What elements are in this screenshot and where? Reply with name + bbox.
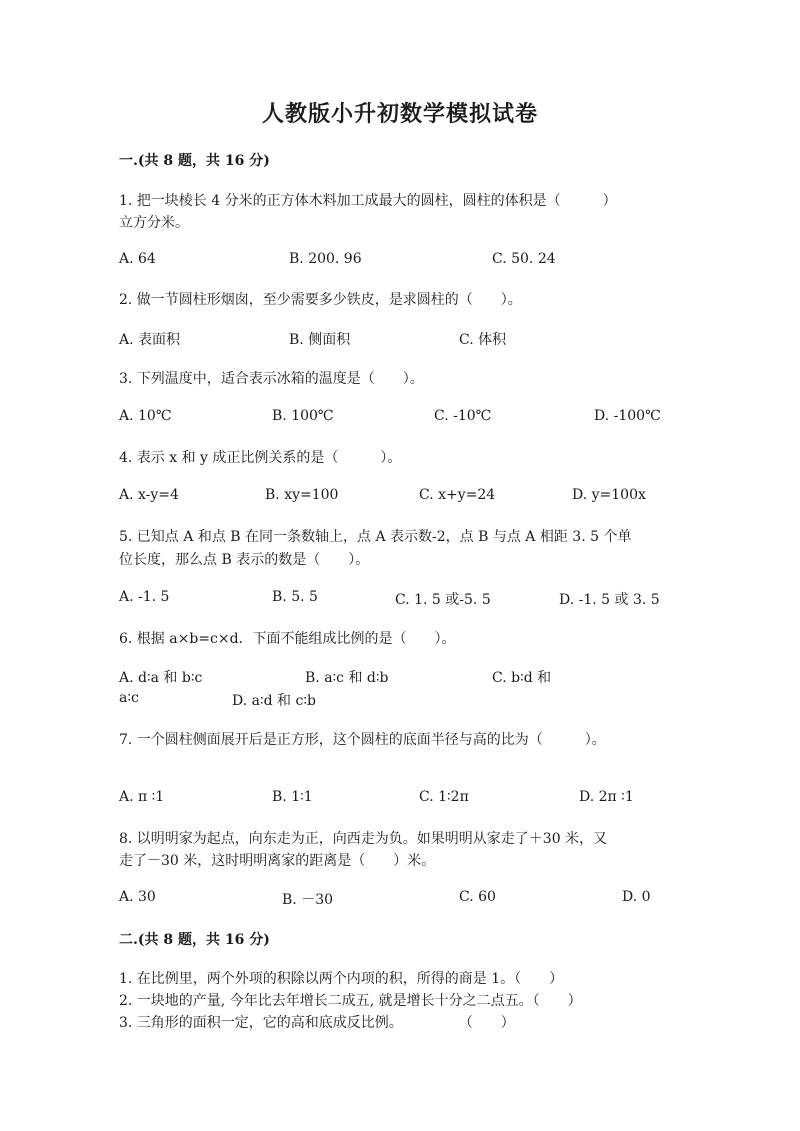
question-6-line-1: 6. 根据 a×b=c×d．下面不能组成比例的是（ ）。 [119, 631, 456, 647]
question-2-option-a: A. 表面积 [119, 332, 181, 348]
question-8-option-c: C. 60 [459, 889, 496, 905]
question-7-option-d: D. 2π ∶1 [579, 789, 634, 805]
question-6-option-a: A. d∶a 和 b∶c [119, 670, 203, 686]
page-title: 人教版小升初数学模拟试卷 [261, 101, 538, 127]
question-6-option-c: C. b∶d 和 [492, 670, 552, 686]
question-8-option-a: A. 30 [119, 889, 156, 905]
question-3-option-a: A. 10℃ [119, 408, 172, 424]
question-8-line-2: 走了－30 米，这时明明离家的距离是（ ）米。 [119, 853, 436, 869]
question-1-line-2: 立方分米。 [119, 215, 189, 231]
question-6-option-c-cont: a∶c [119, 690, 139, 706]
section-heading-2: 二.(共 8 题，共 16 分) [119, 932, 270, 948]
question-8-option-b: B. －30 [282, 892, 334, 908]
question-3-option-c: C. -10℃ [434, 408, 492, 424]
question-4-option-a: A. x-y=4 [119, 487, 179, 503]
question-1-option-b: B. 200. 96 [289, 251, 362, 267]
question-6-option-d: D. a∶d 和 c∶b [232, 693, 316, 709]
question-4-option-b: B. xy=100 [265, 487, 339, 503]
question-1-option-a: A. 64 [119, 251, 156, 267]
section-heading-1: 一.(共 8 题，共 16 分) [119, 153, 270, 169]
question-4-line-1: 4. 表示 x 和 y 成正比例关系的是（ ）。 [119, 450, 402, 466]
question-5-line-2: 位长度，那么点 B 表示的数是（ ）。 [119, 552, 370, 568]
question-3-option-b: B. 100℃ [272, 408, 334, 424]
question-4-option-d: D. y=100x [572, 487, 646, 503]
question-8-option-d: D. 0 [622, 889, 651, 905]
judge-item-2: 2. 一块地的产量, 今年比去年增长二成五, 就是增长十分之二点五。（ ） [119, 993, 582, 1009]
question-1-option-c: C. 50. 24 [492, 251, 556, 267]
judge-item-1: 1. 在比例里，两个外项的积除以两个内项的积，所得的商是 1。（ ） [119, 971, 564, 987]
question-2-line-1: 2. 做一节圆柱形烟囱，至少需要多少铁皮，是求圆柱的（ ）。 [119, 292, 522, 308]
judge-item-3: 3. 三角形的面积一定，它的高和底成反比例。 （ ） [119, 1015, 515, 1031]
question-2-option-c: C. 体积 [459, 332, 507, 348]
question-4-option-c: C. x+y=24 [419, 487, 496, 503]
question-5-option-a: A. -1. 5 [119, 589, 170, 605]
question-5-line-1: 5. 已知点 A 和点 B 在同一条数轴上，点 A 表示数-2，点 B 与点 A 相距 3. 5 个单 [119, 529, 632, 545]
question-5-option-c: C. 1. 5 或-5. 5 [395, 592, 491, 608]
question-3-option-d: D. -100℃ [594, 408, 661, 424]
question-5-option-b: B. 5. 5 [272, 589, 318, 605]
question-3-line-1: 3. 下列温度中，适合表示冰箱的温度是（ ）。 [119, 371, 424, 387]
question-2-option-b: B. 侧面积 [289, 332, 351, 348]
question-7-line-1: 7. 一个圆柱侧面展开后是正方形，这个圆柱的底面半径与高的比为（ ）。 [119, 732, 606, 748]
question-7-option-b: B. 1∶1 [272, 789, 313, 805]
question-1-line-1: 1. 把一块棱长 4 分米的正方体木料加工成最大的圆柱，圆柱的体积是（ ） [119, 193, 617, 209]
question-6-option-b: B. a∶c 和 d∶b [305, 670, 389, 686]
question-7-option-c: C. 1∶2π [419, 789, 469, 805]
question-7-option-a: A. π ∶1 [119, 789, 165, 805]
question-5-option-d: D. -1. 5 或 3. 5 [559, 592, 660, 608]
question-8-line-1: 8. 以明明家为起点，向东走为正，向西走为负。如果明明从家走了＋30 米，又 [119, 831, 608, 847]
